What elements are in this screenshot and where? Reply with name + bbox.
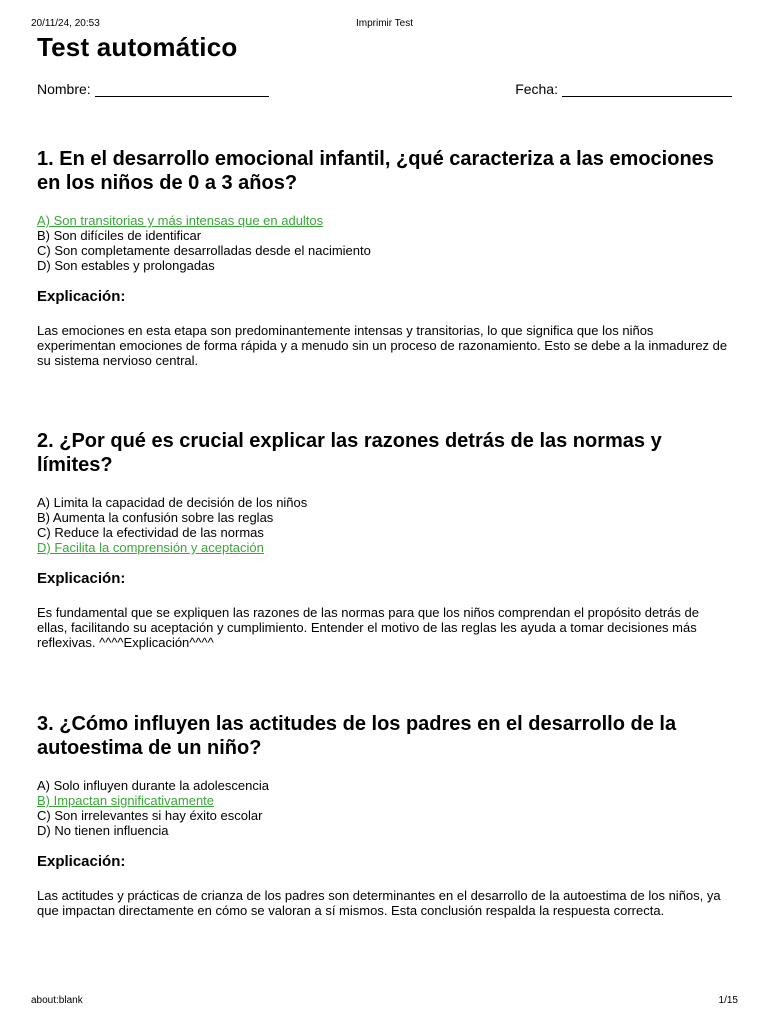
name-field	[37, 81, 269, 97]
answer-options	[37, 213, 732, 273]
name-label: Nombre:	[37, 81, 91, 97]
answer-options	[37, 495, 732, 555]
explanation-text: Las actitudes y prácticas de crianza de los padres son determinantes en el desarrollo de la autoestima de los niños, ya que impactan directamente en cómo se valoran a sí mismos. Esta conclusión respalda la respuesta correcta.	[37, 888, 721, 918]
answer-option-correct[interactable]: B) Impactan significativamente	[37, 793, 215, 808]
page-title: Test automático	[37, 32, 238, 62]
explanation-heading: Explicación:	[37, 570, 126, 587]
question-block	[37, 712, 732, 918]
explanation-heading: Explicación:	[37, 853, 126, 870]
answer-option: B) Aumenta la confusión sobre las reglas	[37, 510, 274, 525]
explanation-text: Las emociones en esta etapa son predominantemente intensas y transitorias, lo que significa que los niños experimentan emociones de forma rápida y a menudo sin un proceso de razonamiento. Esto se debe a la inmadurez de su sistema nervioso central.	[37, 323, 728, 368]
date-blank-line	[562, 82, 732, 97]
question-title: 2. ¿Por qué es crucial explicar las razones detrás de las normas y límites?	[37, 430, 662, 476]
explanation-heading: Explicación:	[37, 288, 126, 305]
explanation-text: Es fundamental que se expliquen las razones de las normas para que los niños comprendan el propósito detrás de ellas, facilitando su aceptación y cumplimiento. Entender el motivo de las reglas les ayuda a tomar decisiones más reflexivas. ^^^^Explicación^^^^	[37, 605, 699, 650]
answer-option-correct[interactable]: A) Son transitorias y más intensas que en adultos	[37, 213, 324, 228]
question-title: 3. ¿Cómo influyen las actitudes de los padres en el desarrollo de la autoestima de un niño?	[37, 713, 677, 759]
answer-option: D) No tienen influencia	[37, 823, 169, 838]
answer-option: C) Son irrelevantes si hay éxito escolar	[37, 808, 263, 823]
date-field	[515, 81, 732, 97]
print-datetime: 20/11/24, 20:53	[31, 18, 100, 29]
name-blank-line	[95, 82, 269, 97]
answer-option: D) Son estables y prolongadas	[37, 258, 215, 273]
question-block	[37, 147, 732, 368]
question-title: 1. En el desarrollo emocional infantil, ¿qué caracteriza a las emociones en los niños de 0 a 3 años?	[37, 148, 714, 194]
answer-option: C) Reduce la efectividad de las normas	[37, 525, 264, 540]
answer-option: B) Son difíciles de identificar	[37, 228, 202, 243]
header-fields	[37, 81, 732, 97]
print-header	[31, 18, 738, 29]
answer-options	[37, 778, 732, 838]
answer-option-correct[interactable]: D) Facilita la comprensión y aceptación	[37, 540, 264, 555]
answer-option: A) Limita la capacidad de decisión de los niños	[37, 495, 308, 510]
answer-option: A) Solo influyen durante la adolescencia	[37, 778, 269, 793]
print-url: about:blank	[31, 995, 83, 1006]
date-label: Fecha:	[515, 81, 558, 97]
page-number: 1/15	[718, 995, 738, 1006]
print-footer	[31, 995, 738, 1006]
answer-option: C) Son completamente desarrolladas desde el nacimiento	[37, 243, 371, 258]
print-document-title: Imprimir Test	[355, 18, 414, 29]
question-block	[37, 429, 732, 650]
